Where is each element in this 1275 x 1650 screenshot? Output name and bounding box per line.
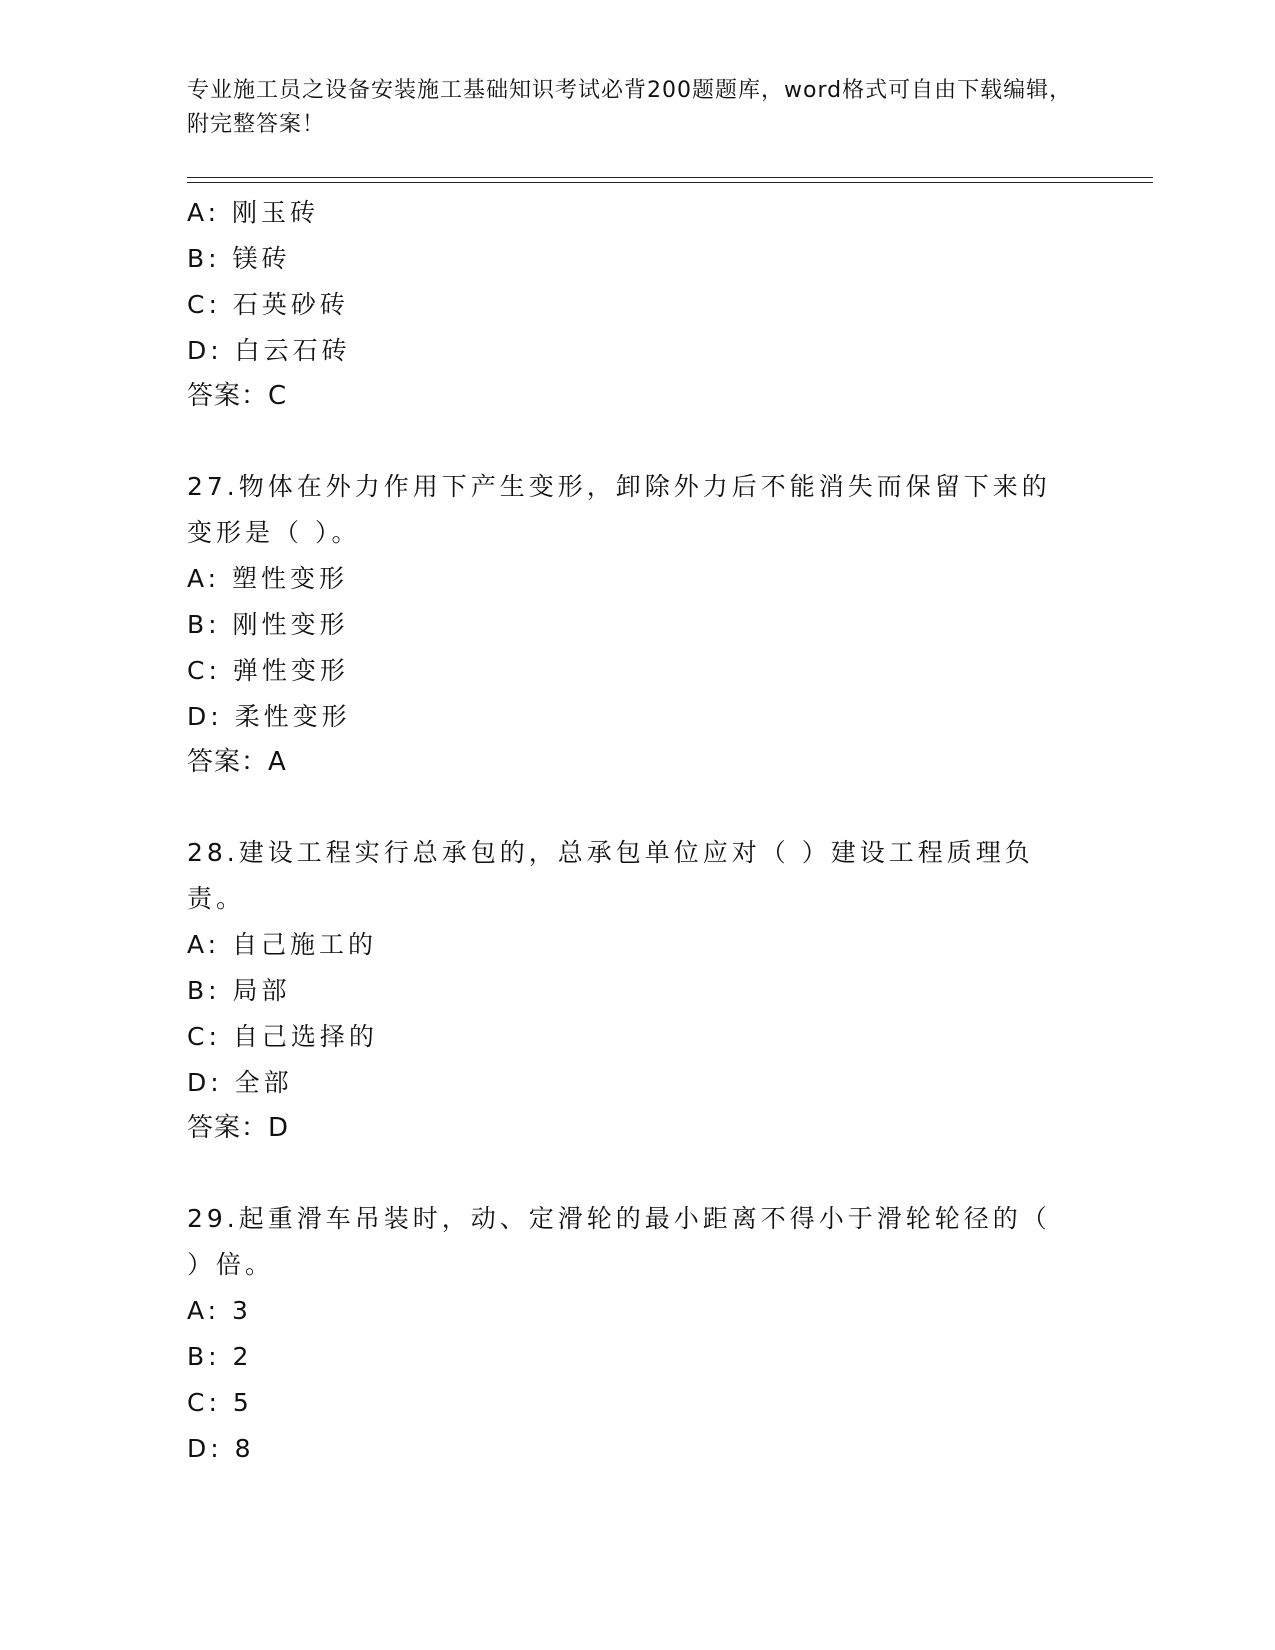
option-b: B: 刚性变形	[187, 610, 349, 639]
option-d: D: 8	[187, 1434, 255, 1463]
option-a: A: 自己施工的	[187, 930, 378, 959]
option-d: D: 白云石砖	[187, 336, 351, 365]
option-a: A: 刚玉砖	[187, 198, 320, 227]
option-d: D: 柔性变形	[187, 702, 351, 731]
question-29	[187, 1196, 1087, 1472]
option-c: C: 弹性变形	[187, 656, 349, 685]
option-b: B: 2	[187, 1342, 253, 1371]
question-text: 28.建设工程实行总承包的，总承包单位应对（ ）建设工程质理负责。	[187, 838, 1034, 913]
option-c: C: 自己选择的	[187, 1022, 378, 1051]
option-c: C: 石英砂砖	[187, 290, 349, 319]
question-text: 27.物体在外力作用下产生变形，卸除外力后不能消失而保留下来的变形是（ ）。	[187, 472, 1051, 547]
answer-line: 答案：A	[187, 747, 287, 777]
option-d: D: 全部	[187, 1068, 293, 1097]
header-rule-bottom	[187, 182, 1153, 183]
question-28	[187, 830, 1087, 1150]
option-b: B: 局部	[187, 976, 291, 1005]
answer-line: 答案：C	[187, 381, 288, 411]
question-26-continued	[187, 190, 1087, 418]
option-a: A: 3	[187, 1296, 252, 1325]
header-rule-top	[187, 177, 1153, 178]
question-content	[187, 190, 1087, 1472]
option-c: C: 5	[187, 1388, 253, 1417]
question-27	[187, 464, 1087, 784]
answer-line: 答案：D	[187, 1113, 290, 1143]
question-text: 29.起重滑车吊装时，动、定滑轮的最小距离不得小于滑轮轮径的（ ）倍。	[187, 1204, 1063, 1279]
option-a: A: 塑性变形	[187, 564, 349, 593]
option-b: B: 镁砖	[187, 244, 291, 273]
document-header: 专业施工员之设备安装施工基础知识考试必背200题题库，word格式可自由下载编辑，附完整答案！	[187, 78, 1073, 137]
